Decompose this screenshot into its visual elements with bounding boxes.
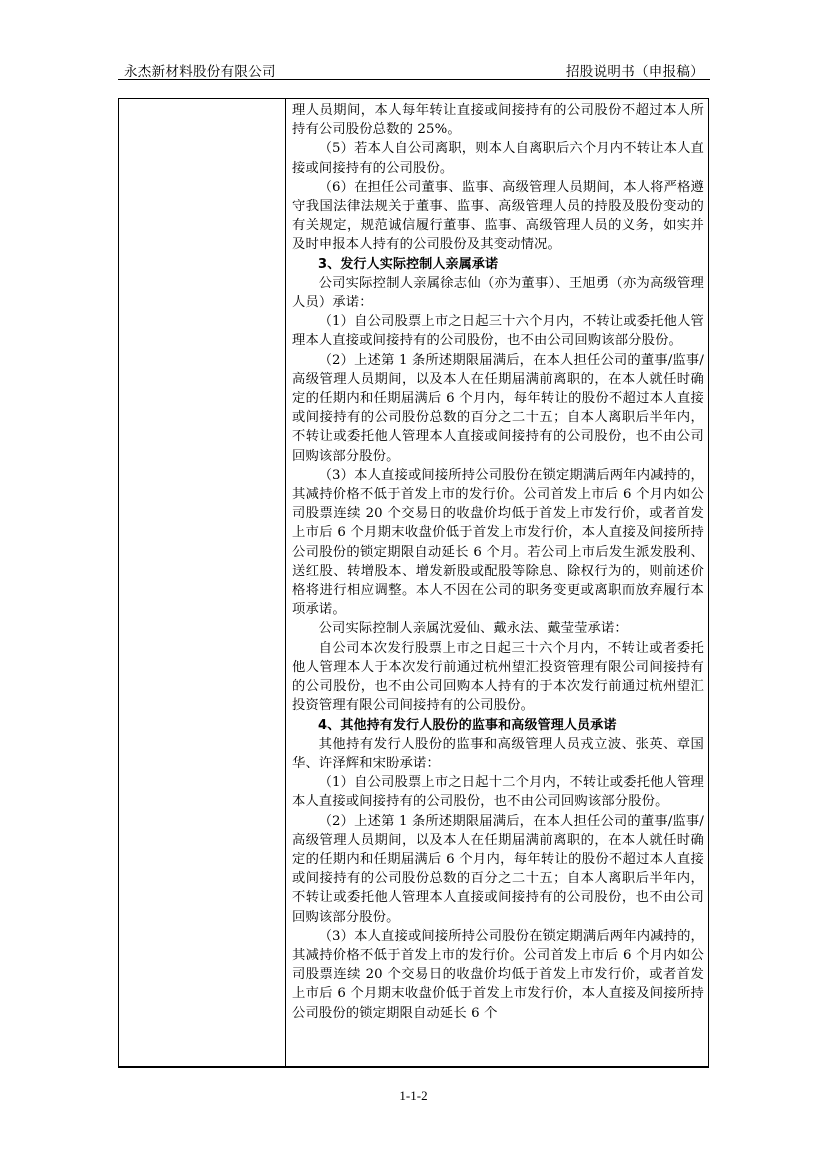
page-header (118, 58, 710, 80)
paragraph: 其他持有发行人股份的监事和高级管理人员戎立波、张英、章国华、许泽辉和宋盼承诺： (292, 736, 704, 771)
paragraph: （5）若本人自公司离职，则本人自离职后六个月内不转让本人直接或间接持有的公司股份。 (292, 141, 704, 176)
paragraph: （6）在担任公司董事、监事、高级管理人员期间，本人将严格遵守我国法律法规关于董事、监事、高级管理人员的持股及股份变动的有关规定，规范诚信履行董事、监事、高级管理人员的义务，如实并及时申报本人持有的公司股份及其变动情况。 (292, 179, 704, 253)
paragraph: 公司实际控制人亲属沈爱仙、戴永法、戴莹莹承诺： (318, 621, 628, 637)
paragraph: （1）自公司股票上市之日起三十六个月内，不转让或委托他人管理本人直接或间接持有的公司股份，也不由公司回购该部分股份。 (292, 314, 704, 349)
section-heading: 3、发行人实际控制人亲属承诺 (318, 256, 499, 272)
paragraph: （2）上述第 1 条所述期限届满后，在本人担任公司的董事/监事/高级管理人员期间，以及本人在任期届满前离职的，在本人就任时确定的任期内和任期届满后 6 个月内，每年转让的股份不超过本人直接或间接持有的公司股份总数的百分之二十五；自本人离职后半年内，不转让或委托他人管理本人直接或间接持有的公司股份，也不由公司回购该部分股份。 (292, 352, 704, 464)
section-heading: 4、其他持有发行人股份的监事和高级管理人员承诺 (318, 717, 617, 733)
table-column-divider (285, 98, 286, 1068)
paragraph: 自公司本次发行股票上市之日起三十六个月内，不转让或者委托他人管理本人于本次发行前通过杭州望汇投资管理有限公司间接持有的公司股份，也不由公司回购本人持有的于本次发行前通过杭州望汇投资管理有限公司间接持有的公司股份。 (292, 640, 704, 714)
page-number: 1-1-2 (399, 1088, 428, 1103)
commitment-text-cell (292, 101, 704, 1023)
company-name: 永杰新材料股份有限公司 (124, 64, 276, 80)
header-rule (118, 79, 710, 80)
paragraph: （2）上述第 1 条所述期限届满后，在本人担任公司的董事/监事/高级管理人员期间，以及本人在任期届满前离职的，在本人就任时确定的任期内和任期届满后 6 个月内，每年转让的股份不超过本人直接或间接持有的公司股份总数的百分之二十五；自本人离职后半年内，不转让或委托他人管理本人直接或间接持有的公司股份，也不由公司回购该部分股份。 (292, 813, 704, 925)
paragraph: （1）自公司股票上市之日起十二个月内，不转让或委托他人管理本人直接或间接持有的公司股份，也不由公司回购该部分股份。 (292, 775, 704, 810)
paragraph: （3）本人直接或间接所持公司股份在锁定期满后两年内减持的，其减持价格不低于首发上市的发行价。公司首发上市后 6 个月内如公司股票连续 20 个交易日的收盘价均低于首发上市发行价，或者首发上市后 6 个月期末收盘价低于首发上市发行价，本人直接及间接所持公司股份的锁定期限自动延长 6 个月。若公司上市后发生派发股利、送红股、转增股本、增发新股或配股等除息、除权行为的，则前述价格将进行相应调整。本人不因在公司的职务变更或离职而放弃履行本项承诺。 (292, 467, 704, 618)
paragraph: 公司实际控制人亲属徐志仙（亦为董事）、王旭勇（亦为高级管理人员）承诺： (292, 275, 704, 311)
document-type: 招股说明书（申报稿） (566, 64, 704, 80)
paragraph: 理人员期间，本人每年转让直接或间接持有的公司股份不超过本人所持有公司股份总数的 25%。 (292, 103, 704, 138)
paragraph: （3）本人直接或间接所持公司股份在锁定期满后两年内减持的，其减持价格不低于首发上市的发行价。公司首发上市后 6 个月内如公司股票连续 20 个交易日的收盘价均低于首发上市发行价，或者首发上市后 6 个月期末收盘价低于首发上市发行价，本人直接及间接所持公司股份的锁定期限自动延长 6 个 (292, 928, 704, 1021)
